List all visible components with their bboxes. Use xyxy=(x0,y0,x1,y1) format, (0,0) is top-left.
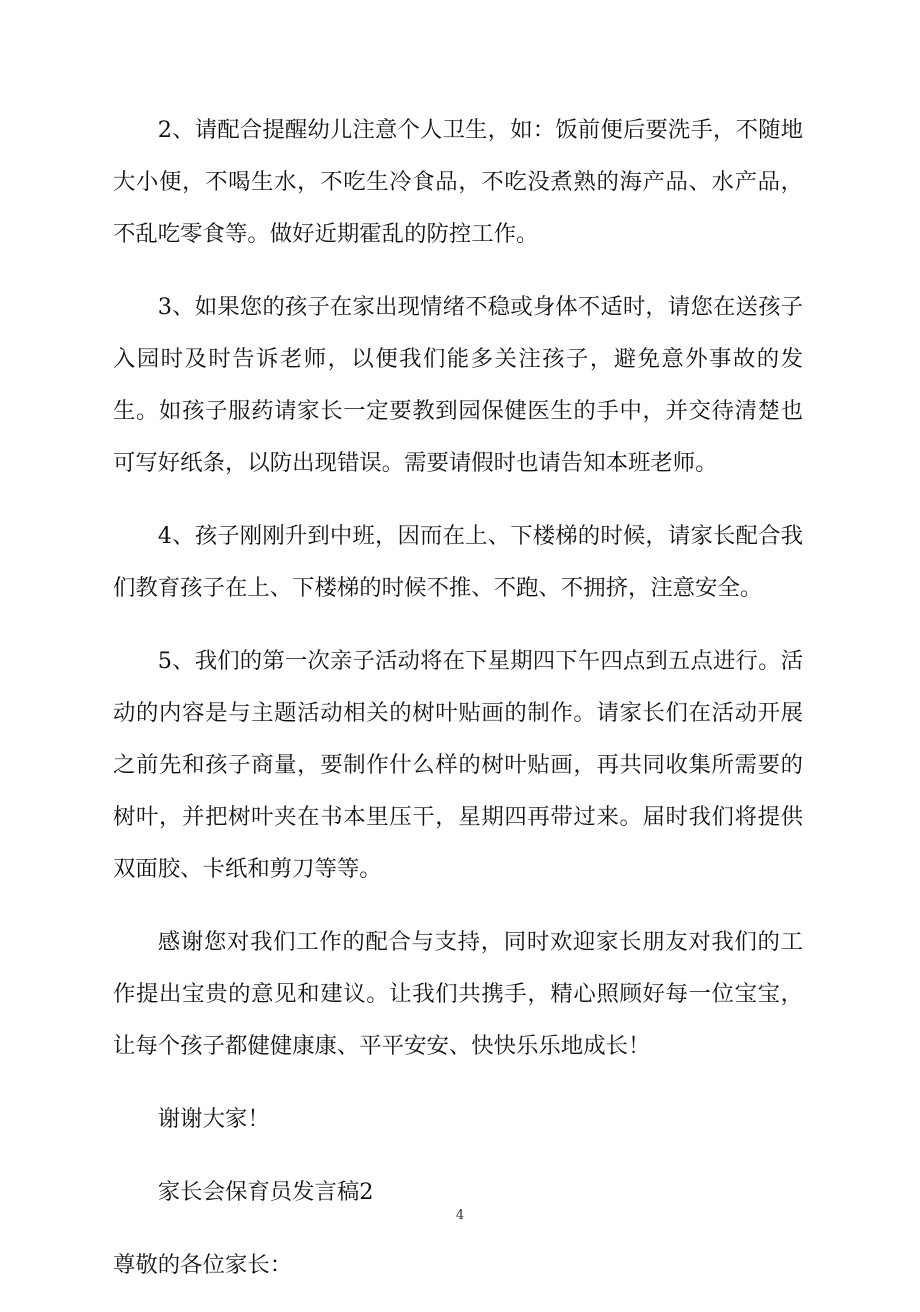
paragraph-thanks: 感谢您对我们工作的配合与支持，同时欢迎家长朋友对我们的工作提出宝贵的意见和建议。让我们共携手，精心照顾好每一位宝宝，让每个孩子都健健康康、平平安安、快快乐乐地成长！ xyxy=(113,929,803,1059)
salutation: 尊敬的各位家长： xyxy=(113,1252,293,1278)
paragraph-closing: 谢谢大家！ xyxy=(157,1106,270,1132)
paragraph-hygiene: 2、请配合提醒幼儿注意个人卫生，如：饭前便后要洗手，不随地大小便，不喝生水，不吃生冷食品，不吃没煮熟的海产品、水产品，不乱吃零食等。做好近期霍乱的防控工作。 xyxy=(113,117,803,247)
section-title: 家长会保育员发言稿2 xyxy=(157,1179,374,1205)
paragraph-stairs-safety: 4、孩子刚刚升到中班，因而在上、下楼梯的时候，请家长配合我们教育孩子在上、下楼梯的时候不推、不跑、不拥挤，注意安全。 xyxy=(113,523,803,601)
paragraph-health-notice: 3、如果您的孩子在家出现情绪不稳或身体不适时，请您在送孩子入园时及时告诉老师，以便我们能多关注孩子，避免意外事故的发生。如孩子服药请家长一定要教到园保健医生的手中，并交待清楚也可写好纸条，以防出现错误。需要请假时也请告知本班老师。 xyxy=(113,294,803,476)
paragraph-parent-child-activity: 5、我们的第一次亲子活动将在下星期四下午四点到五点进行。活动的内容是与主题活动相关的树叶贴画的制作。请家长们在活动开展之前先和孩子商量，要制作什么样的树叶贴画，再共同收集所需要的树叶，并把树叶夹在书本里压干，星期四再带过来。届时我们将提供双面胶、卡纸和剪刀等等。 xyxy=(113,648,803,882)
page-number: 4 xyxy=(455,1208,465,1223)
document-body xyxy=(113,104,803,1312)
